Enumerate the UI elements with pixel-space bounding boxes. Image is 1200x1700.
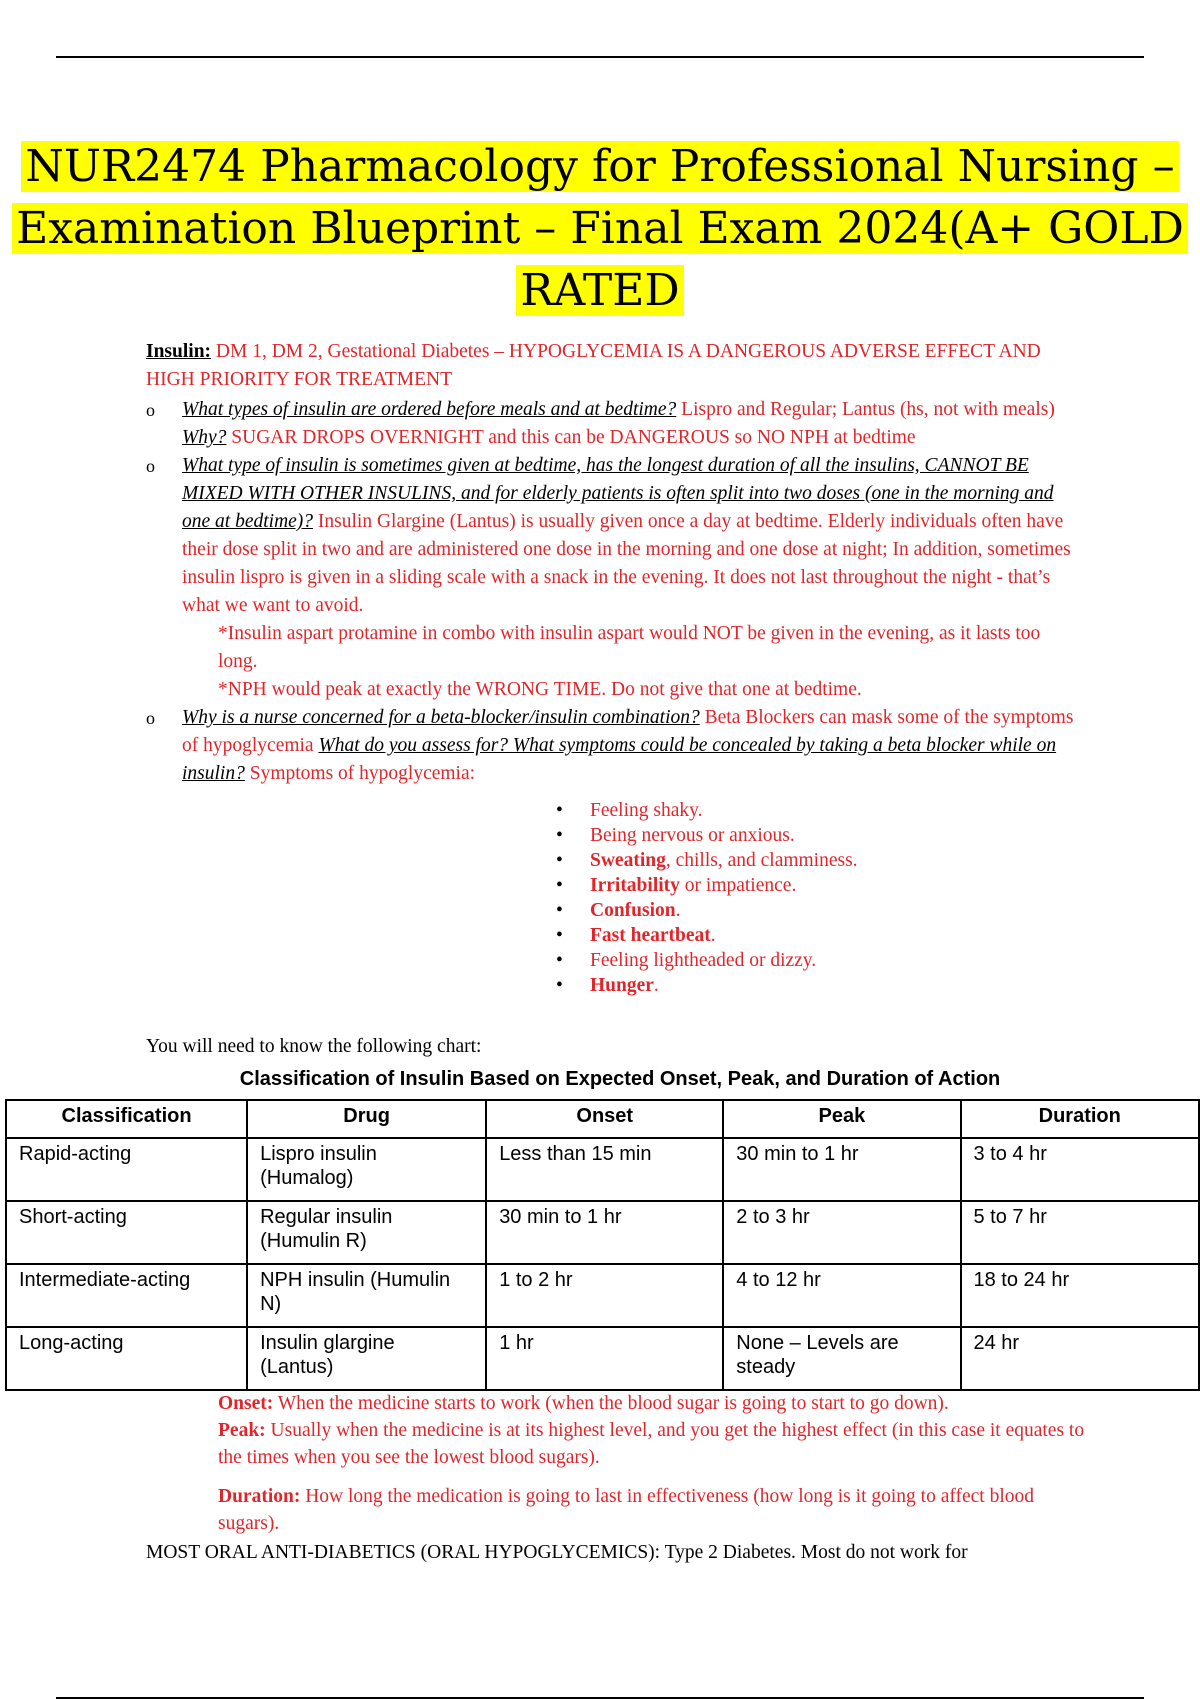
- table-cell: 30 min to 1 hr: [486, 1201, 723, 1264]
- table-cell: NPH insulin (Humulin N): [247, 1264, 486, 1327]
- table-row: [6, 1327, 1199, 1390]
- duration-label: Duration:: [218, 1486, 301, 1507]
- header-onset: Onset: [486, 1100, 723, 1138]
- table-cell: 2 to 3 hr: [723, 1201, 960, 1264]
- table-row: [6, 1138, 1199, 1201]
- table-cell: 5 to 7 hr: [961, 1201, 1200, 1264]
- bottom-rule: [56, 1697, 1144, 1699]
- table-cell: 18 to 24 hr: [961, 1264, 1200, 1327]
- symptom-item: • Fast heartbeat.: [556, 923, 1076, 948]
- why-question: Why?: [182, 427, 227, 448]
- note-1: *Insulin aspart protamine in combo with insulin aspart would NOT be given in the evening, as it lasts too long.: [218, 623, 1041, 672]
- insulin-label: Insulin:: [146, 341, 212, 362]
- document-title: [0, 136, 1200, 322]
- header-classification: Classification: [6, 1100, 247, 1138]
- question-2: What type of insulin is sometimes given at bedtime, has the longest duration of all the insulins, CANNOT BE MIXED WITH OTHER INSULINS, and for elderly patients is often split into two doses (one in the morning and one at bedtime)?: [182, 455, 1054, 532]
- why-answer: SUGAR DROPS OVERNIGHT and this can be DANGEROUS so NO NPH at bedtime: [226, 427, 916, 448]
- table-cell: Regular insulin (Humulin R): [247, 1201, 486, 1264]
- question-3b: What do you assess for? What symptoms could be concealed by taking a beta blocker while on insulin?: [182, 735, 1057, 784]
- top-rule: [56, 56, 1144, 58]
- definitions: [218, 1390, 1098, 1537]
- note-2: *NPH would peak at exactly the WRONG TIME. Do not give that one at bedtime.: [218, 679, 862, 700]
- answer-3b: Symptoms of hypoglycemia:: [244, 763, 476, 784]
- onset-definition: Onset: When the medicine starts to work (when the blood sugar is going to start to go down).: [218, 1393, 949, 1414]
- symptom-list: [146, 798, 1076, 998]
- duration-definition: Duration: How long the medication is going to last in effectiveness (how long is it going to affect blood sugars).: [218, 1486, 1035, 1534]
- symptom-item: • Feeling lightheaded or dizzy.: [556, 948, 1076, 973]
- answer-1: Lispro and Regular; Lantus (hs, not with meals): [676, 399, 1055, 420]
- table-cell: Intermediate-acting: [6, 1264, 247, 1327]
- peak-label: Peak:: [218, 1420, 266, 1441]
- insulin-intro: [146, 338, 1076, 394]
- table-cell: 24 hr: [961, 1327, 1200, 1390]
- question-item-2: [146, 452, 1076, 704]
- symptom-item: • Sweating, chills, and clamminess.: [556, 848, 1076, 873]
- header-drug: Drug: [247, 1100, 486, 1138]
- title-line-3: RATED: [516, 265, 683, 316]
- symptom-item: • Hunger.: [556, 973, 1076, 998]
- insulin-intro-text: DM 1, DM 2, Gestational Diabetes – HYPOGLYCEMIA IS A DANGEROUS ADVERSE EFFECT AND HIGH PRIORITY FOR TREATMENT: [146, 341, 1041, 390]
- table-cell: 1 to 2 hr: [486, 1264, 723, 1327]
- table-header-row: [6, 1100, 1199, 1138]
- table-cell: 3 to 4 hr: [961, 1138, 1200, 1201]
- table-caption: Classification of Insulin Based on Expected Onset, Peak, and Duration of Action: [239, 1068, 1001, 1090]
- question-item-1: [146, 396, 1076, 452]
- chart-intro: You will need to know the following chart:: [146, 1036, 482, 1057]
- peak-definition: Peak: Usually when the medicine is at its highest level, and you get the highest effect (in this case it equates to the times when you see the lowest blood sugars).: [218, 1420, 1085, 1468]
- table-cell: Rapid-acting: [6, 1138, 247, 1201]
- header-duration: Duration: [961, 1100, 1200, 1138]
- answer-2: Insulin Glargine (Lantus) is usually given once a day at bedtime. Elderly individuals often have their dose split in two and are administered one dose in the morning and one dose at night; In addition, sometimes insulin lispro is given in a sliding scale with a snack in the evening. It does not last throughout the night - that’s what we want to avoid.: [182, 511, 1071, 616]
- table-cell: None – Levels are steady: [723, 1327, 960, 1390]
- table-cell: Less than 15 min: [486, 1138, 723, 1201]
- symptom-item: • Irritability or impatience.: [556, 873, 1076, 898]
- table-cell: 1 hr: [486, 1327, 723, 1390]
- table-cell: 4 to 12 hr: [723, 1264, 960, 1327]
- insulin-table: [5, 1099, 1200, 1391]
- table-cell: Lispro insulin (Humalog): [247, 1138, 486, 1201]
- table-row: [6, 1264, 1199, 1327]
- symptom-item: • Being nervous or anxious.: [556, 823, 1076, 848]
- answer-3: Beta Blockers can mask some of the symptoms of hypoglycemia: [182, 707, 1074, 756]
- question-3: Why is a nurse concerned for a beta-blocker/insulin combination?: [182, 707, 700, 728]
- question-1: What types of insulin are ordered before meals and at bedtime?: [182, 399, 677, 420]
- symptom-item: • Confusion.: [556, 898, 1076, 923]
- oral-antidiabetics-heading: MOST ORAL ANTI-DIABETICS (ORAL HYPOGLYCEMICS): Type 2 Diabetes. Most do not work for: [146, 1542, 968, 1563]
- symptom-item: • Feeling shaky.: [556, 798, 1076, 823]
- table-cell: 30 min to 1 hr: [723, 1138, 960, 1201]
- question-list: [146, 396, 1076, 788]
- table-cell: Short-acting: [6, 1201, 247, 1264]
- title-line-1: NUR2474 Pharmacology for Professional Nursing –: [21, 141, 1178, 192]
- onset-label: Onset:: [218, 1393, 274, 1414]
- table-cell: Insulin glargine (Lantus): [247, 1327, 486, 1390]
- question-item-3: [146, 704, 1076, 788]
- title-line-2: Examination Blueprint – Final Exam 2024(A+ GOLD: [12, 203, 1188, 254]
- table-row: [6, 1201, 1199, 1264]
- table-cell: Long-acting: [6, 1327, 247, 1390]
- header-peak: Peak: [723, 1100, 960, 1138]
- insulin-section: [146, 338, 1076, 998]
